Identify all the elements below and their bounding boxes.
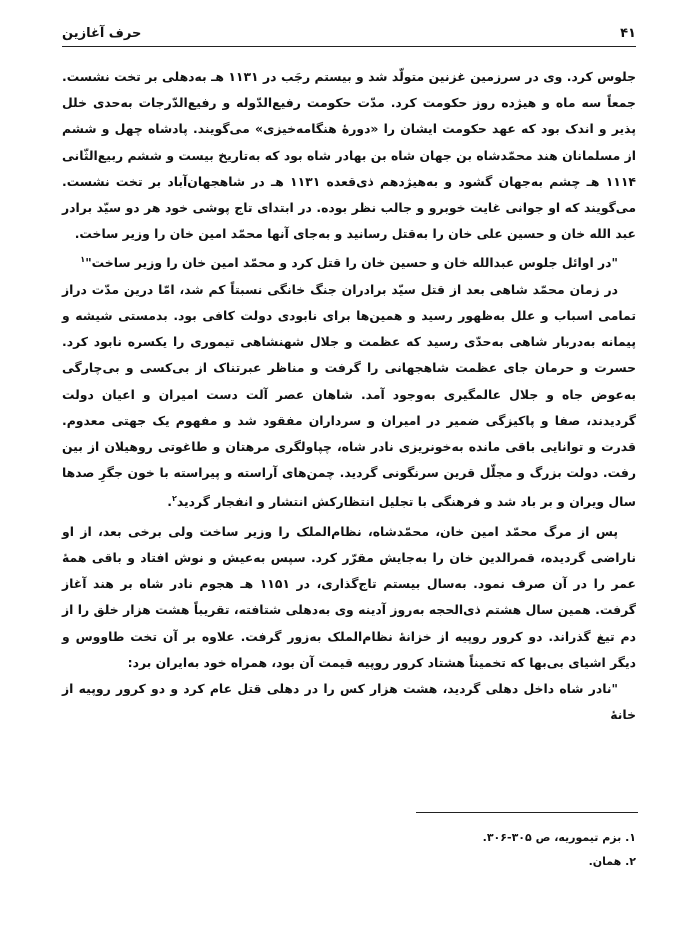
footnote-divider: [416, 812, 638, 813]
paragraph: جلوس کرد. وی در سرزمین غزنین متولّد شد و بیستم رجَب در ۱۱۳۱ هـ به‌دهلی بر تخت نشست. جمعاً سه ماه و هیژده روز حکومت کرد. مدّت حکومت رفیع‌الدّوله و رفیع‌الدّرجات به‌حدی خلل پذیر و اندک بود که عهد حکومت ایشان را «دورهٔ هنگامه‌خیزی» می‌گویند. پادشاه چهل و ششم از مسلمانان هند محمّدشاه بن جهان شاه بن بهادر شاه بود که به‌تاریخ بیست و ششم ربیع‌الثّانی ۱۱۱۴ هـ چشم به‌جهان گشود و به‌هیژدهم ذی‌قعده ۱۱۳۱ هـ در شاهجهان‌آباد بر تخت نشست. می‌گویند که او جوانی غایت خوبرو و جالب نظر بوده. در ابتدای تاج پوشی خود هر دو سیّد برادر عبد الله خان و حسین علی خان را به‌قتل رسانید و به‌جای آنها محمّد امین خان را وزیر ساخت.: [62, 69, 637, 242]
footnotes: [336, 826, 636, 874]
paragraph-text: در زمان محمّد شاهی بعد از قتل سیّد برادران جنگ خانگی نسبتاً کم شد، امّا درین مدّت دراز تمامی اسباب و علل به‌ظهور رسید و همین‌ها برای نابودی دولت کافی بود. بدمستی شیشه و پیمانه به‌دربار شاهی به‌حدّی رسید که عظمت و جلال شهنشاهی تیموری را یکسره نابود کرد. حسرت و حرمان جای عظمت شاهجهانی را گرفت و مناظر عبرتناک از بی‌کسی و بی‌چارگی به‌عوض جاه و جلال عالمگیری به‌وجود آمد. شاهان عصر آلت دست امیران و اعیان دولت گردیدند، صفا و پاکیزگی ضمیر در امیران و سرداران مفقود شد و مفهوم یک جهتی معدوم. قدرت و توانایی باقی مانده به‌خونریزی نادر شاه، چپاولگری مرهتان و طاغوتی روهیلان از بین رفت. دولت بزرگ و مجلّل قرین سرنگونی گردید. چمن‌های آراسته و پیراسته با خون جگرِ صدها سال ویران و بر باد شد و فرهنگی با تجلیل انتظارکش انتشار و انفجار گردید: [62, 281, 636, 510]
footnote: ۲. همان.: [588, 855, 636, 868]
body-text: [62, 64, 636, 728]
running-title: حرف آغازین: [62, 25, 142, 41]
quotation-text: "در اوائل جلوس عبدالله خان و حسین خان را قتل کرد و محمّد امین خان را وزیر ساخت": [85, 255, 618, 271]
paragraph: پس از مرگ محمّد امین خان، محمّدشاه، نظام‌الملک را وزیر ساخت ولی برخی بعد، از او ناراضی گردیده، قمرالدین خان را به‌جایش مقرّر کرد. سپس به‌عیش و نوش افتاد و باقی همهٔ عمر را در آن صرف نمود. به‌سال بیستم تاج‌گذاری، در ۱۱۵۱ هـ هجوم نادر شاه بر هند آغاز گرفت. همین سال هشتم ذی‌الحجه به‌روز آدینه وی به‌دهلی شتافته، تقریباً هشت هزار خلق را از دم تیغ گذراند. دو کرور روپیه از خزانهٔ نظام‌الملک به‌زور گرفت. علاوه بر آن تخت طاووس و دیگر اشیای بی‌بها که تخمیناً هشتاد کرور روپیه قیمت آن بود، همراه خود به‌ایران برد:: [62, 523, 636, 670]
footnote: ۱. بزم تیموریه، ص ۳۰۵-۳۰۶.: [482, 831, 636, 844]
paragraph: در زمان محمّد شاهی بعد از قتل سیّد برادران جنگ خانگی نسبتاً کم شد، امّا درین مدّت دراز تمامی اسباب و علل به‌ظهور رسید و همین‌ها برای نابودی دولت کافی بود. بدمستی شیشه و پیمانه به‌دربار شاهی به‌حدّی رسید که عظمت و جلال شهنشاهی تیموری را یکسره نابود کرد. حسرت و حرمان جای عظمت شاهجهانی را گرفت و مناظر عبرتناک از بی‌کسی و بی‌چارگی به‌عوض جاه و جلال عالمگیری به‌وجود آمد. شاهان عصر آلت دست امیران و اعیان دولت گردیدند، صفا و پاکیزگی ضمیر در امیران و سرداران مفقود شد و مفهوم یک جهتی معدوم. قدرت و توانایی باقی مانده به‌خونریزی نادر شاه، چپاولگری مرهتان و طاغوتی روهیلان از بین رفت. دولت بزرگ و مجلّل قرین سرنگونی گردید. چمن‌های آراسته و پیراسته با خون جگرِ صدها سال ویران و بر باد شد و فرهنگی با تجلیل انتظارکش انتشار و انفجار گردید$^۲$.: [62, 281, 636, 510]
page-number: ۴۱: [620, 25, 636, 41]
footnote-marker: ۱: [80, 255, 86, 265]
quotation: [62, 247, 636, 276]
page-header: [62, 20, 636, 47]
quotation: "نادر شاه داخل دهلی گردید، هشت هزار کس را در دهلی قتل عام کرد و دو کرور روپیه از خانهٔ: [62, 680, 636, 723]
footnote-marker: ۲: [171, 494, 177, 504]
